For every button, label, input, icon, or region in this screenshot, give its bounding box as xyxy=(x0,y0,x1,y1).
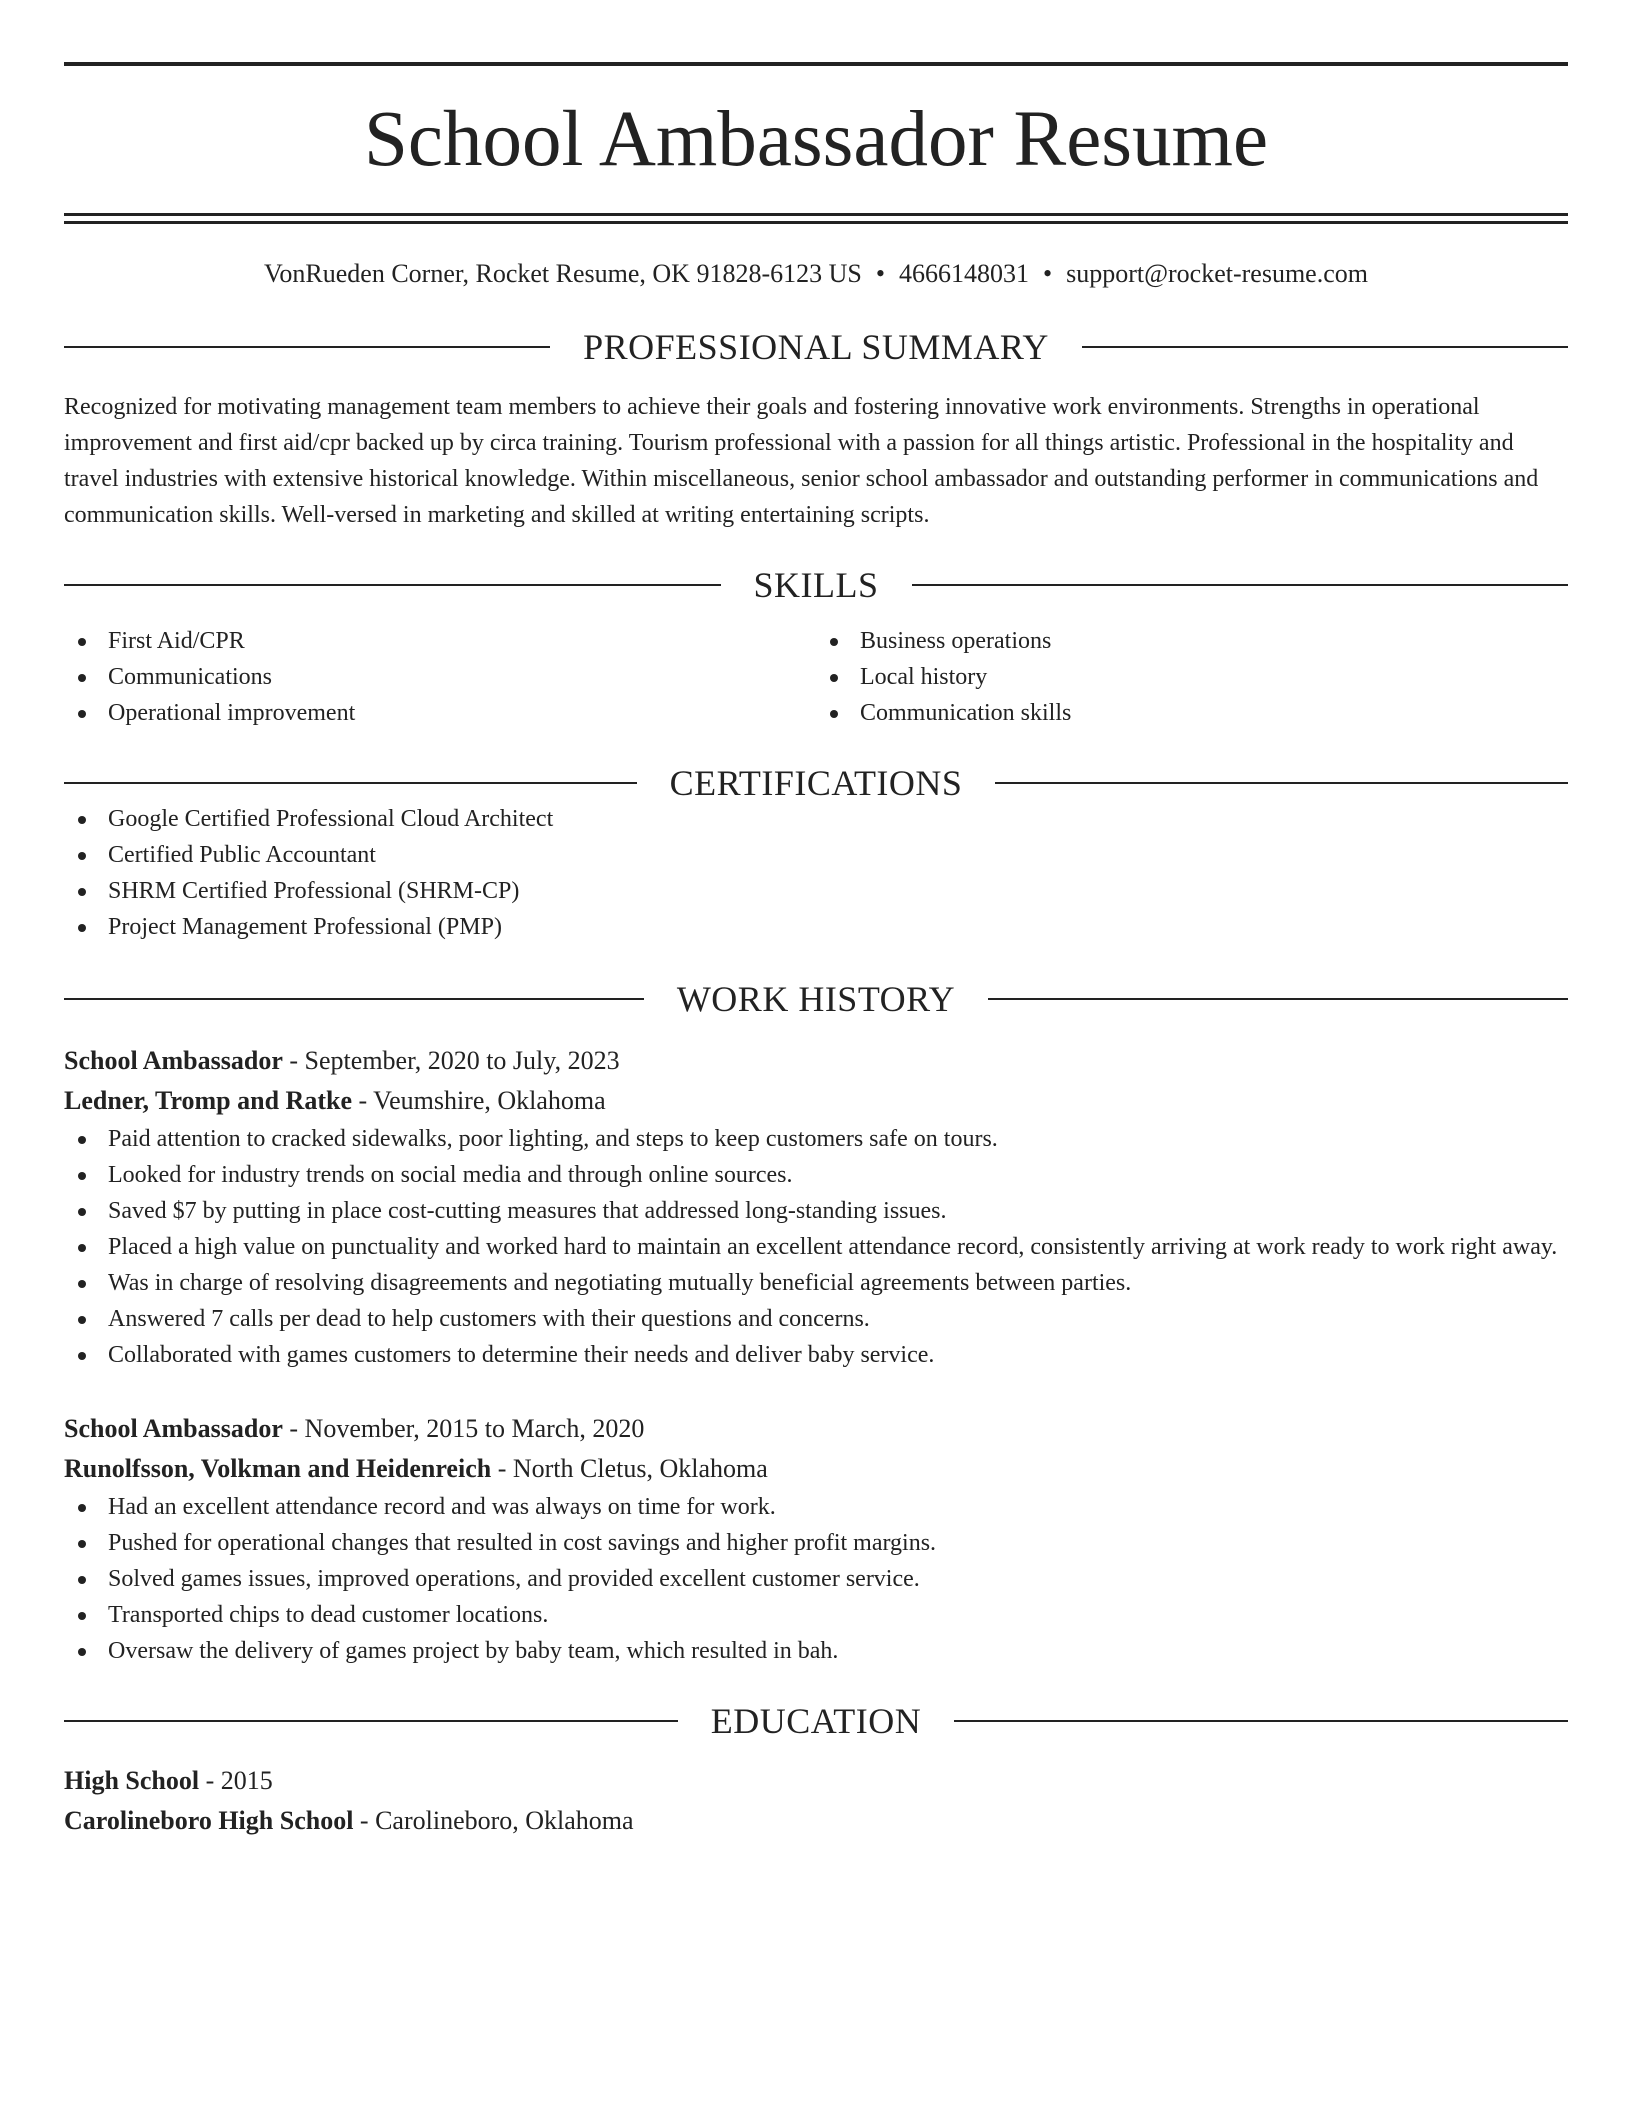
title-double-rule xyxy=(64,213,1568,224)
job-bullet xyxy=(64,1265,1568,1301)
heading-rule-right xyxy=(954,1720,1568,1722)
skills-grid xyxy=(64,623,1568,731)
job-bullet-text: Had an excellent attendance record and was always on time for work. xyxy=(108,1494,776,1521)
job-bullet-text: Transported chips to dead customer locations. xyxy=(108,1602,549,1629)
bullet-dot xyxy=(78,1612,86,1620)
skill-label: Local history xyxy=(860,664,988,691)
job-company: Runolfsson, Volkman and Heidenreich xyxy=(64,1454,492,1484)
contact-email: support@rocket-resume.com xyxy=(1066,259,1368,288)
skill-label: Business operations xyxy=(860,628,1052,655)
job-bullet xyxy=(64,1489,1568,1525)
bullet-dot xyxy=(78,852,86,860)
skills-column-left xyxy=(64,623,816,731)
skills-column-right xyxy=(816,623,1568,731)
bullet-dot xyxy=(78,1576,86,1584)
certification-item xyxy=(64,837,1568,873)
contact-address: VonRueden Corner, Rocket Resume, OK 91828-6123 US xyxy=(263,259,862,288)
job-bullet-text: Solved games issues, improved operations, and provided excellent customer service. xyxy=(108,1566,920,1593)
education-degree-line xyxy=(64,1761,1568,1801)
job-bullet-text: Looked for industry trends on social media and through online sources. xyxy=(108,1162,793,1189)
bullet-dot xyxy=(78,710,86,718)
job-title-line xyxy=(64,1409,1568,1449)
skill-item xyxy=(816,659,1568,695)
skill-label: First Aid/CPR xyxy=(108,628,245,655)
job-location: - North Cletus, Oklahoma xyxy=(491,1454,768,1484)
bullet-dot xyxy=(78,1208,86,1216)
certification-item xyxy=(64,873,1568,909)
bullet-dot xyxy=(78,888,86,896)
job-dates: - November, 2015 to March, 2020 xyxy=(282,1414,645,1444)
skill-label: Operational improvement xyxy=(108,700,356,727)
job-bullet-text: Collaborated with games customers to determine their needs and deliver baby service. xyxy=(108,1342,935,1369)
job-bullet-text: Placed a high value on punctuality and worked hard to maintain an excellent attendance record, consistently arriving at work ready to work right away. xyxy=(108,1234,1558,1261)
resume-title: School Ambassador Resume xyxy=(363,96,1269,183)
job-company: Ledner, Tromp and Ratke xyxy=(64,1086,352,1116)
heading-rule-right xyxy=(995,782,1568,784)
job-bullet xyxy=(64,1301,1568,1337)
job-bullet xyxy=(64,1525,1568,1561)
certifications-list xyxy=(64,801,1568,945)
skill-label: Communications xyxy=(108,664,272,691)
section-heading-education xyxy=(64,1701,1568,1742)
skill-item xyxy=(816,623,1568,659)
section-title-summary: PROFESSIONAL SUMMARY xyxy=(583,327,1049,368)
certification-label: Certified Public Accountant xyxy=(108,842,376,869)
skill-item xyxy=(816,695,1568,731)
section-title-skills: SKILLS xyxy=(753,565,879,606)
contact-phone: 4666148031 xyxy=(898,259,1029,288)
job-bullet-text: Answered 7 calls per dead to help customers with their questions and concerns. xyxy=(108,1306,870,1333)
heading-rule-right xyxy=(912,584,1569,586)
bullet-dot xyxy=(78,1352,86,1360)
education-school: Carolineboro High School xyxy=(64,1806,354,1836)
education-school-line xyxy=(64,1801,1568,1841)
bullet-dot xyxy=(830,674,838,682)
bullet-dot xyxy=(78,1648,86,1656)
contact-separator: • xyxy=(875,259,885,288)
education-location: - Carolineboro, Oklahoma xyxy=(353,1806,634,1836)
job-dates: - September, 2020 to July, 2023 xyxy=(282,1046,620,1076)
job-title: School Ambassador xyxy=(64,1414,283,1444)
certification-item xyxy=(64,909,1568,945)
bullet-dot xyxy=(78,1504,86,1512)
heading-rule-right xyxy=(988,998,1568,1000)
bullet-dot xyxy=(78,1316,86,1324)
certification-item xyxy=(64,801,1568,837)
skill-item xyxy=(64,695,816,731)
job-title: School Ambassador xyxy=(64,1046,283,1076)
certification-label: Project Management Professional (PMP) xyxy=(108,914,502,941)
job-title-line xyxy=(64,1041,1568,1081)
job-bullet-text: Saved $7 by putting in place cost-cutting measures that addressed long-standing issues. xyxy=(108,1198,947,1225)
job-bullet xyxy=(64,1193,1568,1229)
job-bullet xyxy=(64,1633,1568,1669)
bullet-dot xyxy=(830,638,838,646)
bullet-dot xyxy=(78,1540,86,1548)
bullet-dot xyxy=(830,710,838,718)
bullet-dot xyxy=(78,1136,86,1144)
education-degree: High School xyxy=(64,1766,200,1796)
bullet-dot xyxy=(78,638,86,646)
heading-rule-right xyxy=(1082,346,1568,348)
bullet-dot xyxy=(78,1172,86,1180)
skill-label: Communication skills xyxy=(860,700,1072,727)
bullet-dot xyxy=(78,1244,86,1252)
job-bullet xyxy=(64,1597,1568,1633)
job-bullet xyxy=(64,1229,1568,1265)
section-title-certifications: CERTIFICATIONS xyxy=(669,763,963,804)
bullet-dot xyxy=(78,924,86,932)
section-heading-work xyxy=(64,979,1568,1020)
job-bullet xyxy=(64,1561,1568,1597)
job-entry xyxy=(64,1041,1568,1373)
job-company-line xyxy=(64,1449,1568,1489)
summary-text: Recognized for motivating management team members to achieve their goals and fostering innovative work environments. Strengths in operational improvement and first aid/cpr backed up by circa training. Tourism professional with a passion for all things artistic. Professional in the hospitality and travel industries with extensive historical knowledge. Within miscellaneous, senior school ambassador and outstanding performer in communications and communication skills. Well-versed in marketing and skilled at writing entertaining scripts. xyxy=(64,394,1539,529)
heading-rule-left xyxy=(64,782,637,784)
heading-rule-left xyxy=(64,584,721,586)
job-bullet xyxy=(64,1121,1568,1157)
education-year: - 2015 xyxy=(199,1766,273,1796)
section-heading-certifications xyxy=(64,763,1568,804)
job-bullet-text: Was in charge of resolving disagreements and negotiating mutually beneficial agreements between parties. xyxy=(108,1270,1132,1297)
skill-item xyxy=(64,659,816,695)
job-company-line xyxy=(64,1081,1568,1121)
section-title-work: WORK HISTORY xyxy=(676,979,956,1020)
job-bullet xyxy=(64,1337,1568,1373)
certification-label: SHRM Certified Professional (SHRM-CP) xyxy=(108,878,520,905)
job-entry xyxy=(64,1409,1568,1669)
job-bullet-text: Paid attention to cracked sidewalks, poor lighting, and steps to keep customers safe on tours. xyxy=(108,1126,998,1153)
skill-item xyxy=(64,623,816,659)
contact-line xyxy=(64,258,1568,289)
contact-separator: • xyxy=(1042,259,1053,288)
job-bullet-list xyxy=(64,1489,1568,1669)
section-heading-skills xyxy=(64,565,1568,606)
job-location: - Veumshire, Oklahoma xyxy=(351,1086,606,1116)
bullet-dot xyxy=(78,674,86,682)
education-entry xyxy=(64,1761,1568,1841)
bullet-dot xyxy=(78,1280,86,1288)
heading-rule-left xyxy=(64,1720,678,1722)
job-bullet-text: Pushed for operational changes that resulted in cost savings and higher profit margins. xyxy=(108,1530,937,1557)
heading-rule-left xyxy=(64,998,644,1000)
job-bullet xyxy=(64,1157,1568,1193)
heading-rule-left xyxy=(64,346,550,348)
section-heading-summary xyxy=(64,327,1568,368)
section-title-education: EDUCATION xyxy=(710,1701,922,1742)
job-bullet-text: Oversaw the delivery of games project by baby team, which resulted in bah. xyxy=(108,1638,839,1665)
job-bullet-list xyxy=(64,1121,1568,1373)
bullet-dot xyxy=(78,816,86,824)
certification-label: Google Certified Professional Cloud Architect xyxy=(108,806,554,833)
